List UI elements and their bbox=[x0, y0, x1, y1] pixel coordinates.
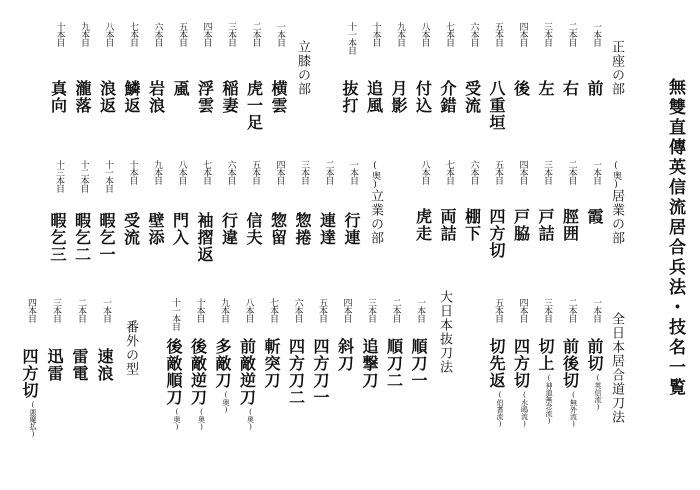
oku-iwaza-item-name: 虎走 bbox=[413, 208, 433, 242]
oku-tachiwaza-item-name: 惣捲 bbox=[293, 212, 312, 246]
oku-iwaza-item-number: 二本目 bbox=[566, 160, 577, 184]
oku-iwaza-item-number: 六本目 bbox=[468, 160, 479, 184]
tatehiza-item-name: 瀧落 bbox=[73, 80, 92, 114]
dainihon-item-number: 四本目 bbox=[341, 298, 352, 322]
tatehiza-item-name: 虎一足 bbox=[244, 80, 264, 131]
zen-nihon-item-number: 四本目 bbox=[517, 298, 528, 322]
oku-tachiwaza-item-number: 十二本目 bbox=[78, 160, 89, 192]
oku-iwaza-item-name: 霞 bbox=[585, 208, 604, 225]
tatehiza-item-name: 真向 bbox=[48, 80, 68, 114]
zen-nihon-item-number: 三本目 bbox=[542, 298, 552, 322]
bangai-item-note: (悪魔払) bbox=[29, 401, 37, 438]
oku-iwaza-item-number: 三本目 bbox=[542, 160, 552, 184]
oku_tachiwaza-heading: 立業の部 bbox=[368, 189, 383, 245]
zen_nihon-heading: 全日本居合道刀法 bbox=[609, 312, 624, 424]
seiza-item-number: 三本目 bbox=[542, 22, 552, 46]
seiza-item-name: 右 bbox=[560, 80, 580, 97]
oku-tachiwaza-item-name: 暇乞一 bbox=[97, 212, 116, 263]
seiza-item-number: 八本目 bbox=[419, 22, 430, 46]
oku-tachiwaza-item-name: 連達 bbox=[317, 212, 337, 246]
seiza-item-number: 七本目 bbox=[444, 22, 454, 46]
tatehiza-item-number: 三本目 bbox=[226, 22, 236, 46]
oku-tachiwaza-item-number: 十本目 bbox=[127, 160, 138, 184]
dainihon-item-number: 二本目 bbox=[390, 298, 401, 322]
dainihon-item-name: 四方刀一 bbox=[311, 338, 330, 406]
seiza-item-number: 一本目 bbox=[591, 22, 601, 46]
dainihon-item-name: 斬突刀 bbox=[262, 338, 281, 389]
zen-nihon-item-note: (神道無念流) bbox=[545, 374, 553, 425]
oku-tachiwaza-item-name: 門入 bbox=[170, 212, 190, 246]
bangai-heading: 番外の型 bbox=[123, 320, 138, 376]
seiza-item-name: 後 bbox=[511, 80, 531, 97]
zen-nihon-item-note: (英信流) bbox=[594, 374, 602, 411]
oku-tachiwaza-item-name: 袖摺返 bbox=[195, 212, 214, 263]
seiza-item-name: 付込 bbox=[413, 80, 433, 114]
oku-tachiwaza-item-number: 二本目 bbox=[323, 160, 334, 184]
document-title: 無雙直傳英信流居合兵法・技名一覧 bbox=[665, 78, 685, 398]
dainihon-item-name: 後敵逆刀 bbox=[188, 338, 208, 406]
tatehiza-item-number: 一本目 bbox=[275, 22, 285, 46]
oku-tachiwaza-item-name: 受流 bbox=[121, 212, 141, 246]
oku_iwaza-heading: 居業の部 bbox=[609, 189, 624, 245]
zen-nihon-item-note: (水鴎流) bbox=[520, 391, 529, 428]
dainihon-item-number: 五本目 bbox=[317, 298, 327, 322]
zen-nihon-item-name: 切先返 bbox=[487, 338, 506, 389]
oku-iwaza-item-name: 棚下 bbox=[462, 208, 482, 242]
dainihon-item-number: 八本目 bbox=[243, 298, 254, 322]
oku_tachiwaza-marker: (奥) bbox=[370, 161, 380, 190]
oku-iwaza-item-name: 戸脇 bbox=[511, 208, 531, 242]
oku-tachiwaza-item-number: 十三本目 bbox=[54, 160, 64, 192]
dainihon-item-number: 七本目 bbox=[268, 298, 278, 322]
oku-tachiwaza-item-number: 七本目 bbox=[201, 160, 211, 184]
zen-nihon-item-number: 一本目 bbox=[591, 298, 601, 322]
dainihon-item-name: 前敵逆刀 bbox=[237, 338, 257, 406]
zen-nihon-item-note: (伯耆流) bbox=[496, 391, 504, 428]
oku-tachiwaza-item-name: 信夫 bbox=[244, 212, 263, 246]
oku-tachiwaza-item-name: 惣留 bbox=[268, 212, 288, 246]
oku-iwaza-item-name: 脛囲 bbox=[560, 208, 580, 242]
dainihon-item-name: 多敵刀 bbox=[213, 338, 232, 389]
dainihon-item-number: 九本目 bbox=[219, 298, 229, 322]
seiza-item-name: 八重垣 bbox=[487, 80, 506, 131]
dainihon-item-number: 六本目 bbox=[292, 298, 303, 322]
tatehiza-item-name: 浪返 bbox=[97, 80, 117, 114]
dainihon-item-note: (奥) bbox=[173, 408, 181, 431]
seiza-item-number: 四本目 bbox=[517, 22, 528, 46]
dainihon-item-name: 順刀二 bbox=[384, 338, 404, 389]
bangai-item-name: 四方切 bbox=[20, 348, 39, 399]
zen-nihon-item-name: 四方切 bbox=[511, 338, 531, 389]
dainihon-item-note: (奥) bbox=[197, 408, 206, 431]
oku-iwaza-item-name: 戸詰 bbox=[536, 208, 555, 242]
seiza-item-number: 二本目 bbox=[566, 22, 577, 46]
tatehiza-item-number: 六本目 bbox=[152, 22, 163, 46]
tatehiza-item-name: 浮雲 bbox=[195, 80, 215, 114]
dainihon-item-note: (奥) bbox=[222, 391, 230, 414]
tatehiza-item-number: 二本目 bbox=[250, 22, 261, 46]
seiza-item-number: 十一本目 bbox=[346, 22, 356, 54]
bangai-item-name: 迅雷 bbox=[45, 348, 64, 382]
tatehiza-item-number: 八本目 bbox=[103, 22, 114, 46]
oku-iwaza-item-number: 八本目 bbox=[419, 160, 430, 184]
seiza-heading: 正座の部 bbox=[609, 40, 624, 96]
oku-tachiwaza-item-name: 暇乞二 bbox=[72, 212, 92, 263]
bangai-item-number: 四本目 bbox=[26, 298, 36, 322]
oku-tachiwaza-item-name: 暇乞三 bbox=[48, 212, 67, 263]
oku-iwaza-item-number: 一本目 bbox=[591, 160, 601, 184]
seiza-item-name: 左 bbox=[536, 80, 555, 97]
bangai-item-name: 雷電 bbox=[70, 348, 89, 382]
oku_iwaza-marker: (奥) bbox=[611, 161, 621, 190]
seiza-item-name: 抜打 bbox=[340, 80, 359, 114]
oku-tachiwaza-item-number: 四本目 bbox=[274, 160, 285, 184]
seiza-item-name: 月影 bbox=[389, 80, 408, 114]
dainihon-item-note: (奥) bbox=[246, 408, 255, 431]
zen-nihon-item-number: 二本目 bbox=[566, 298, 577, 322]
dainihon-heading: 大日本抜刀法 bbox=[437, 290, 452, 374]
seiza-item-number: 六本目 bbox=[468, 22, 479, 46]
tatehiza-item-name: 鱗返 bbox=[122, 80, 141, 114]
dainihon-item-number: 一本目 bbox=[415, 298, 425, 322]
seiza-item-name: 受流 bbox=[462, 80, 482, 114]
oku-iwaza-item-number: 五本目 bbox=[493, 160, 503, 184]
seiza-item-name: 追風 bbox=[364, 80, 384, 114]
zen-nihon-item-name: 前切 bbox=[585, 338, 604, 372]
seiza-item-number: 五本目 bbox=[493, 22, 503, 46]
oku-iwaza-item-name: 両詰 bbox=[438, 208, 457, 242]
oku-iwaza-item-name: 四方切 bbox=[487, 208, 506, 259]
dainihon-item-number: 十本目 bbox=[194, 298, 205, 322]
seiza-item-name: 介錯 bbox=[438, 80, 457, 114]
bangai-item-number: 一本目 bbox=[101, 298, 111, 322]
bangai-item-name: 速浪 bbox=[95, 348, 114, 382]
dainihon-item-name: 斜刀 bbox=[335, 338, 355, 372]
dainihon-item-name: 四方刀二 bbox=[286, 338, 306, 406]
dainihon-item-name: 後敵順刀 bbox=[164, 338, 183, 406]
zen-nihon-item-number: 五本目 bbox=[493, 298, 503, 322]
tatehiza-item-name: 颪 bbox=[171, 80, 190, 97]
dainihon-item-number: 十一本目 bbox=[170, 298, 180, 330]
oku-tachiwaza-item-number: 三本目 bbox=[299, 160, 309, 184]
tatehiza-item-name: 岩浪 bbox=[146, 80, 166, 114]
zen-nihon-item-note: (無外流) bbox=[569, 391, 578, 428]
oku-tachiwaza-item-name: 壁添 bbox=[146, 212, 165, 246]
bangai-item-number: 二本目 bbox=[76, 298, 86, 322]
seiza-item-number: 九本目 bbox=[395, 22, 405, 46]
oku-tachiwaza-item-name: 行連 bbox=[342, 212, 361, 246]
dainihon-item-number: 三本目 bbox=[366, 298, 376, 322]
tatehiza-item-number: 四本目 bbox=[201, 22, 212, 46]
seiza-item-name: 前 bbox=[585, 80, 604, 97]
oku-tachiwaza-item-number: 六本目 bbox=[225, 160, 236, 184]
tatehiza-heading: 立膝の部 bbox=[295, 40, 310, 96]
tatehiza-item-number: 十本目 bbox=[54, 22, 65, 46]
dainihon-item-name: 順刀一 bbox=[409, 338, 428, 389]
oku-tachiwaza-item-name: 行違 bbox=[219, 212, 239, 246]
tatehiza-item-number: 五本目 bbox=[177, 22, 187, 46]
seiza-item-number: 十本目 bbox=[370, 22, 381, 46]
oku-tachiwaza-item-number: 十一本目 bbox=[103, 160, 113, 192]
zen-nihon-item-name: 切上 bbox=[536, 338, 555, 372]
dainihon-item-name: 追撃刀 bbox=[360, 338, 379, 389]
tatehiza-item-number: 七本目 bbox=[128, 22, 138, 46]
oku-tachiwaza-item-number: 五本目 bbox=[250, 160, 260, 184]
tatehiza-item-name: 稲妻 bbox=[220, 80, 239, 114]
bangai-item-number: 三本目 bbox=[51, 298, 61, 322]
oku-tachiwaza-item-number: 八本目 bbox=[176, 160, 187, 184]
oku-iwaza-item-number: 七本目 bbox=[444, 160, 454, 184]
oku-tachiwaza-item-number: 九本目 bbox=[152, 160, 162, 184]
zen-nihon-item-name: 前後切 bbox=[560, 338, 580, 389]
tatehiza-item-name: 横雲 bbox=[269, 80, 288, 114]
oku-iwaza-item-number: 四本目 bbox=[517, 160, 528, 184]
oku-tachiwaza-item-number: 一本目 bbox=[348, 160, 358, 184]
tatehiza-item-number: 九本目 bbox=[79, 22, 89, 46]
